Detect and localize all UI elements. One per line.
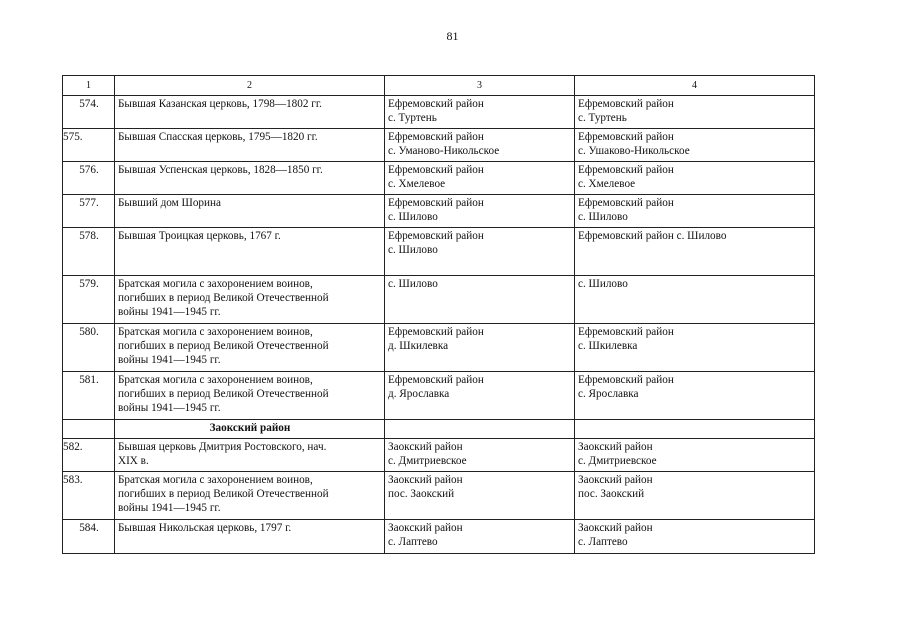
- row-number: 578.: [63, 228, 115, 276]
- text-line: погибших в период Великой Отечественной: [118, 488, 329, 500]
- header-col-1: 1: [63, 76, 115, 96]
- text-line: с. Шилово: [578, 278, 628, 290]
- text-line: с. Шилово: [388, 278, 438, 290]
- object-name: [115, 276, 385, 324]
- object-name: [115, 228, 385, 276]
- text-line: Братская могила с захоронением воинов,: [118, 326, 313, 338]
- location-col-3: [385, 96, 575, 129]
- text-line: д. Шкилевка: [388, 340, 449, 352]
- location-col-4: [575, 324, 815, 372]
- text-line: пос. Заокский: [388, 488, 455, 500]
- text-line: Ефремовский район: [388, 197, 484, 209]
- text-line: с. Дмитриевское: [388, 455, 467, 467]
- row-number: 584.: [63, 520, 115, 554]
- text-line: Ефремовский район с. Шилово: [578, 230, 727, 242]
- location-col-4: [575, 520, 815, 554]
- object-name: [115, 324, 385, 372]
- text-line: Бывший дом Шорина: [118, 197, 221, 209]
- location-col-3: [385, 324, 575, 372]
- text-line: Бывшая Казанская церковь, 1798—1802 гг.: [118, 98, 322, 110]
- text-line: с. Лаптево: [388, 536, 438, 548]
- text-line: Ефремовский район: [388, 326, 484, 338]
- object-name: [115, 129, 385, 162]
- text-line: погибших в период Великой Отечественной: [118, 292, 329, 304]
- location-col-4: [575, 472, 815, 520]
- table-row: [63, 129, 815, 162]
- object-name: [115, 520, 385, 554]
- text-line: Ефремовский район: [578, 197, 674, 209]
- location-col-3: [385, 276, 575, 324]
- text-line: Бывшая церковь Дмитрия Ростовского, нач.: [118, 441, 327, 453]
- row-number: 575.: [63, 129, 115, 162]
- location-col-4: [575, 372, 815, 420]
- header-col-2: 2: [115, 76, 385, 96]
- text-line: Бывшая Спасская церковь, 1795—1820 гг.: [118, 131, 318, 143]
- location-col-4: [575, 276, 815, 324]
- section-empty-cell: [575, 420, 815, 439]
- text-line: с. Дмитриевское: [578, 455, 657, 467]
- text-line: с. Туртень: [578, 112, 627, 124]
- text-line: с. Ярославка: [578, 388, 639, 400]
- row-number: 576.: [63, 162, 115, 195]
- text-line: с. Ушаково-Никольское: [578, 145, 690, 157]
- text-line: войны 1941—1945 гг.: [118, 402, 221, 414]
- text-line: с. Хмелевое: [578, 178, 636, 190]
- text-line: Бывшая Никольская церковь, 1797 г.: [118, 522, 292, 534]
- location-col-4: [575, 96, 815, 129]
- row-number: 574.: [63, 96, 115, 129]
- text-line: погибших в период Великой Отечественной: [118, 388, 329, 400]
- section-empty-cell: [385, 420, 575, 439]
- location-col-4: [575, 439, 815, 472]
- text-line: XIX в.: [118, 455, 149, 467]
- row-number: 580.: [63, 324, 115, 372]
- table-row: [63, 96, 815, 129]
- text-line: с. Туртень: [388, 112, 437, 124]
- location-col-3: [385, 162, 575, 195]
- text-line: Братская могила с захоронением воинов,: [118, 278, 313, 290]
- row-number: 579.: [63, 276, 115, 324]
- text-line: Ефремовский район: [578, 131, 674, 143]
- location-col-3: [385, 195, 575, 228]
- row-number: 577.: [63, 195, 115, 228]
- text-line: с. Лаптево: [578, 536, 628, 548]
- object-name: [115, 96, 385, 129]
- text-line: Ефремовский район: [388, 164, 484, 176]
- text-line: Ефремовский район: [578, 326, 674, 338]
- text-line: с. Шкилевка: [578, 340, 638, 352]
- location-col-3: [385, 439, 575, 472]
- text-line: с. Шилово: [388, 244, 438, 256]
- location-col-4: [575, 195, 815, 228]
- section-row: [63, 420, 815, 439]
- section-num-cell: [63, 420, 115, 439]
- location-col-4: [575, 162, 815, 195]
- location-col-3: [385, 228, 575, 276]
- text-line: погибших в период Великой Отечественной: [118, 340, 329, 352]
- text-line: с. Уманово-Никольское: [388, 145, 500, 157]
- object-name: [115, 439, 385, 472]
- text-line: Заокский район: [578, 474, 653, 486]
- table-row: [63, 276, 815, 324]
- object-name: [115, 162, 385, 195]
- location-col-4: [575, 129, 815, 162]
- object-name: [115, 195, 385, 228]
- header-col-4: 4: [575, 76, 815, 96]
- object-name: [115, 472, 385, 520]
- text-line: Заокский район: [388, 441, 463, 453]
- text-line: Заокский район: [578, 441, 653, 453]
- location-col-4: [575, 228, 815, 276]
- text-line: Ефремовский район: [388, 230, 484, 242]
- table-row: [63, 372, 815, 420]
- section-title: Заокский район: [115, 420, 385, 439]
- location-col-3: [385, 520, 575, 554]
- heritage-registry-table: [62, 75, 815, 554]
- table-row: [63, 472, 815, 520]
- table-row: [63, 520, 815, 554]
- text-line: Братская могила с захоронением воинов,: [118, 474, 313, 486]
- row-number: 582.: [63, 439, 115, 472]
- header-col-3: 3: [385, 76, 575, 96]
- location-col-3: [385, 472, 575, 520]
- table-row: [63, 324, 815, 372]
- text-line: Ефремовский район: [578, 164, 674, 176]
- table-row: [63, 195, 815, 228]
- row-number: 583.: [63, 472, 115, 520]
- text-line: Заокский район: [578, 522, 653, 534]
- text-line: войны 1941—1945 гг.: [118, 354, 221, 366]
- location-col-3: [385, 129, 575, 162]
- text-line: с. Шилово: [388, 211, 438, 223]
- text-line: Ефремовский район: [388, 131, 484, 143]
- table-row: [63, 439, 815, 472]
- text-line: Ефремовский район: [578, 374, 674, 386]
- text-line: с. Хмелевое: [388, 178, 446, 190]
- text-line: Заокский район: [388, 474, 463, 486]
- text-line: Заокский район: [388, 522, 463, 534]
- table-header-row: [63, 76, 815, 96]
- object-name: [115, 372, 385, 420]
- text-line: Братская могила с захоронением воинов,: [118, 374, 313, 386]
- text-line: войны 1941—1945 гг.: [118, 502, 221, 514]
- row-number: 581.: [63, 372, 115, 420]
- text-line: с. Шилово: [578, 211, 628, 223]
- text-line: войны 1941—1945 гг.: [118, 306, 221, 318]
- text-line: Бывшая Успенская церковь, 1828—1850 гг.: [118, 164, 323, 176]
- location-col-3: [385, 372, 575, 420]
- text-line: д. Ярославка: [388, 388, 450, 400]
- text-line: Ефремовский район: [388, 98, 484, 110]
- text-line: Ефремовский район: [388, 374, 484, 386]
- page-number: 81: [446, 29, 459, 43]
- text-line: Бывшая Троицкая церковь, 1767 г.: [118, 230, 281, 242]
- table-row: [63, 162, 815, 195]
- text-line: Ефремовский район: [578, 98, 674, 110]
- table-row: [63, 228, 815, 276]
- text-line: пос. Заокский: [578, 488, 645, 500]
